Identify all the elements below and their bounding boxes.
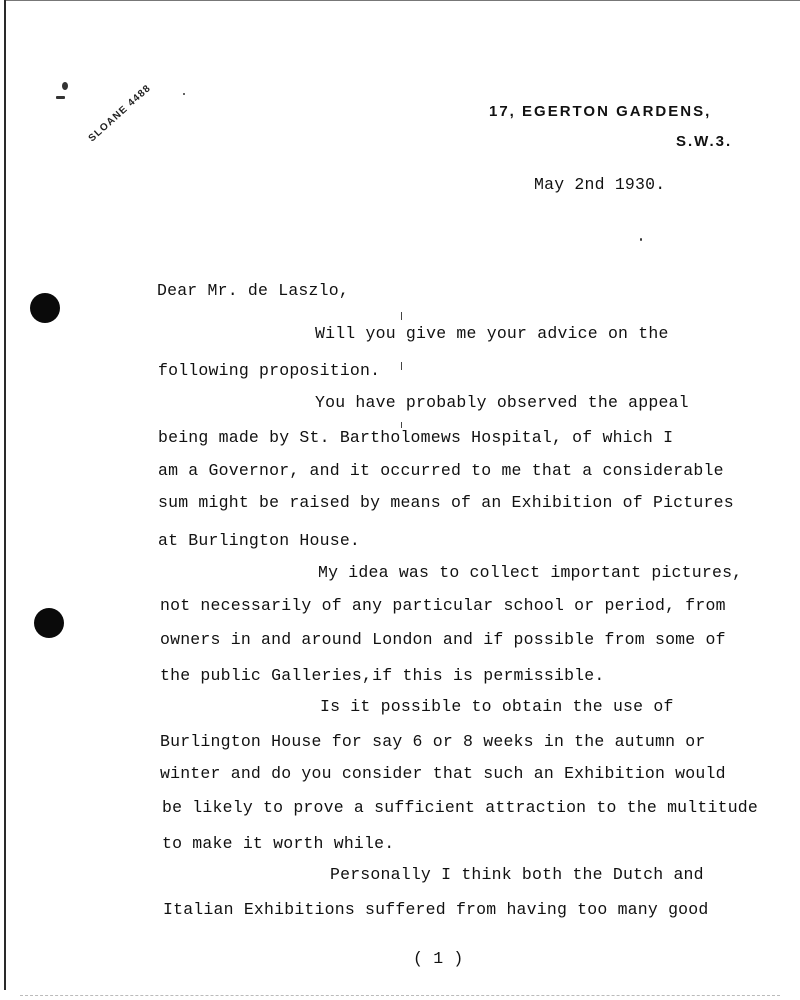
phone-stamp-icon (84, 80, 179, 160)
fold-tick (401, 312, 402, 320)
letter-body-line: Is it possible to obtain the use of (320, 697, 674, 716)
letter-body-line: not necessarily of any particular school or period, from (160, 596, 726, 615)
letter-body-line: at Burlington House. (158, 531, 361, 550)
ink-mark (56, 96, 65, 99)
ink-mark (183, 93, 185, 95)
scan-bottom-edge (20, 995, 780, 997)
svg-text:SLOANE 4488: SLOANE 4488 (86, 82, 154, 145)
fold-tick (401, 422, 402, 428)
fold-tick (401, 362, 402, 370)
ink-mark (62, 82, 68, 90)
page-number: ( 1 ) (413, 949, 464, 968)
letter-body-line: be likely to prove a sufficient attraction to the multitude (162, 798, 758, 817)
letter-body-line: My idea was to collect important pictures, (318, 563, 743, 582)
letter-body-line: winter and do you consider that such an Exhibition would (160, 764, 726, 783)
punch-hole-top (30, 293, 60, 323)
letter-body-line: Italian Exhibitions suffered from having too many good (163, 900, 709, 919)
letter-body-line: to make it worth while. (162, 834, 395, 853)
letter-body-line: Personally I think both the Dutch and (330, 865, 704, 884)
letter-body-line: the public Galleries,if this is permissible. (160, 666, 605, 685)
punch-hole-bottom (34, 608, 64, 638)
letter-body-line: owners in and around London and if possible from some of (160, 630, 726, 649)
letter-body-line: Will you give me your advice on the (315, 324, 669, 343)
letter-body-line: following proposition. (158, 361, 381, 380)
letter-salutation: Dear Mr. de Laszlo, (157, 281, 349, 300)
letter-date: May 2nd 1930. (534, 175, 666, 194)
letter-body-line: being made by St. Bartholomews Hospital, of which I (158, 428, 674, 447)
letter-body-line: am a Governor, and it occurred to me that a considerable (158, 461, 724, 480)
page-edge-top (4, 0, 800, 1)
letter-body-line: Burlington House for say 6 or 8 weeks in the autumn or (160, 732, 706, 751)
ink-mark (640, 238, 642, 241)
letterhead-address-district: S.W.3. (676, 133, 733, 150)
letterhead-address-street: 17, EGERTON GARDENS, (489, 103, 712, 120)
page-edge-left (4, 0, 6, 990)
letter-body-line: sum might be raised by means of an Exhibition of Pictures (158, 493, 734, 512)
letter-body-line: You have probably observed the appeal (315, 393, 689, 412)
